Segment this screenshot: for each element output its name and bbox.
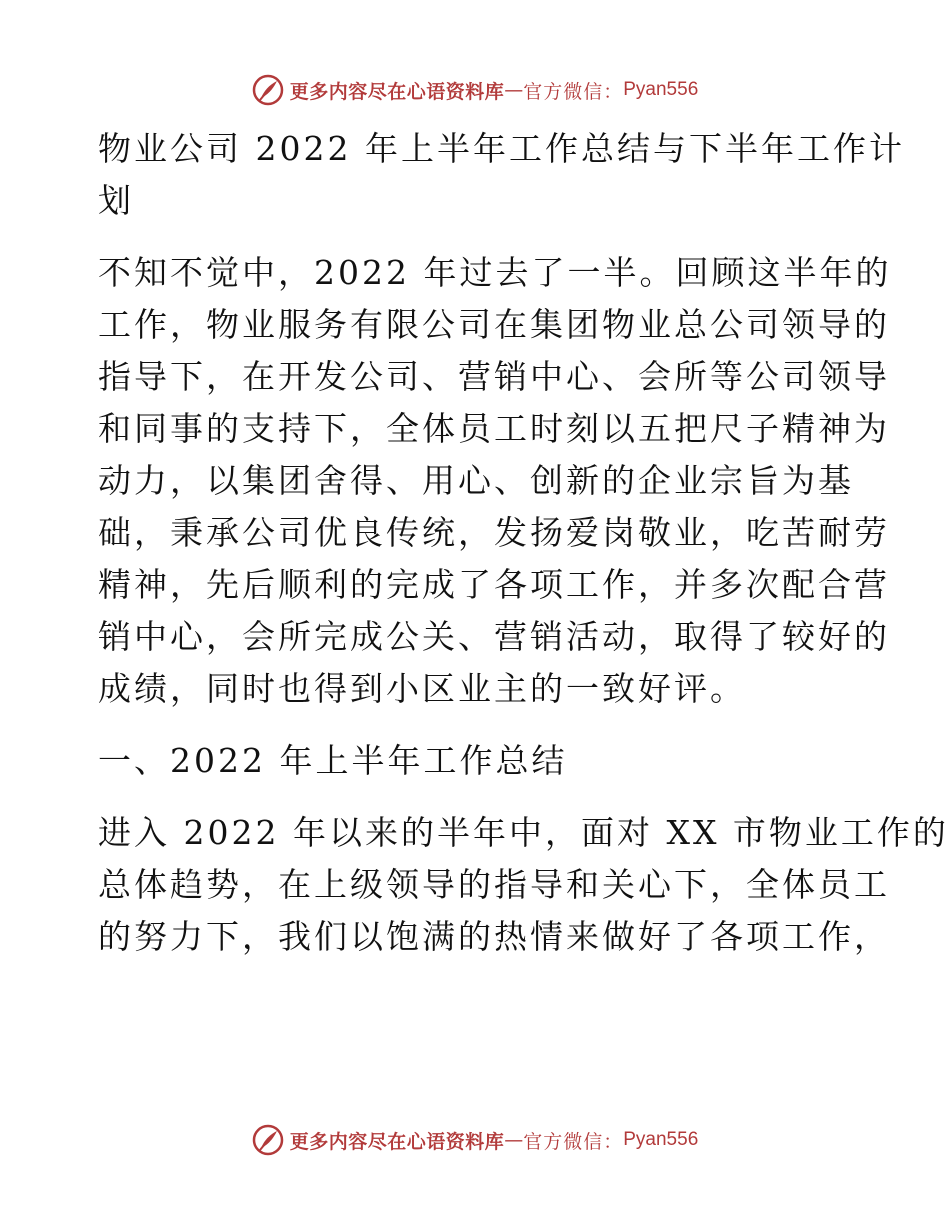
- paragraph-line: 不知不觉中，2022 年过去了一半。回顾这半年的: [98, 253, 892, 292]
- watermark-separator: —: [504, 1129, 524, 1151]
- watermark-brand-text: 更多内容尽在心语资料库: [289, 1130, 505, 1153]
- document-body: [98, 123, 949, 963]
- feather-quill-logo-icon: [252, 74, 284, 106]
- header-watermark: [0, 72, 950, 108]
- paragraph-line: 成绩，同时也得到小区业主的一致好评。: [98, 669, 746, 708]
- paragraph-line: 进入 2022 年以来的半年中，面对 XX 市物业工作的: [98, 813, 949, 852]
- paragraph-line: 工作，物业服务有限公司在集团物业总公司领导的: [98, 305, 890, 344]
- footer-watermark: [0, 1122, 950, 1158]
- watermark-wechat-id: Pyan556: [623, 79, 699, 100]
- paragraph-gap: [98, 227, 858, 247]
- paragraph-line: 的努力下，我们以饱满的热情来做好了各项工作，: [98, 917, 890, 956]
- paragraph-line: 指导下，在开发公司、营销中心、会所等公司领导: [98, 357, 890, 396]
- feather-quill-logo-icon: [252, 1124, 284, 1156]
- watermark-wechat-id: Pyan556: [623, 1129, 699, 1150]
- paragraph-line: 础，秉承公司优良传统，发扬爱岗敬业，吃苦耐劳: [98, 513, 890, 552]
- paragraph-line: 销中心，会所完成公关、营销活动，取得了较好的: [98, 617, 890, 656]
- watermark-wechat-label: 官方微信：: [523, 1130, 624, 1153]
- watermark-brand-text: 更多内容尽在心语资料库: [289, 80, 505, 103]
- document-title-line: 物业公司 2022 年上半年工作总结与下半年工作计: [98, 129, 905, 168]
- section-heading: 一、2022 年上半年工作总结: [98, 741, 568, 780]
- paragraph-line: 和同事的支持下，全体员工时刻以五把尺子精神为: [98, 409, 890, 448]
- watermark-separator: —: [504, 79, 524, 101]
- paragraph-gap: [98, 787, 858, 807]
- paragraph-gap: [98, 715, 858, 735]
- document-title-line: 划: [98, 181, 134, 220]
- paragraph-line: 总体趋势，在上级领导的指导和关心下，全体员工: [98, 865, 890, 904]
- paragraph-line: 动力，以集团舍得、用心、创新的企业宗旨为基: [98, 461, 854, 500]
- paragraph-line: 精神，先后顺利的完成了各项工作，并多次配合营: [98, 565, 890, 604]
- watermark-wechat-label: 官方微信：: [523, 80, 624, 103]
